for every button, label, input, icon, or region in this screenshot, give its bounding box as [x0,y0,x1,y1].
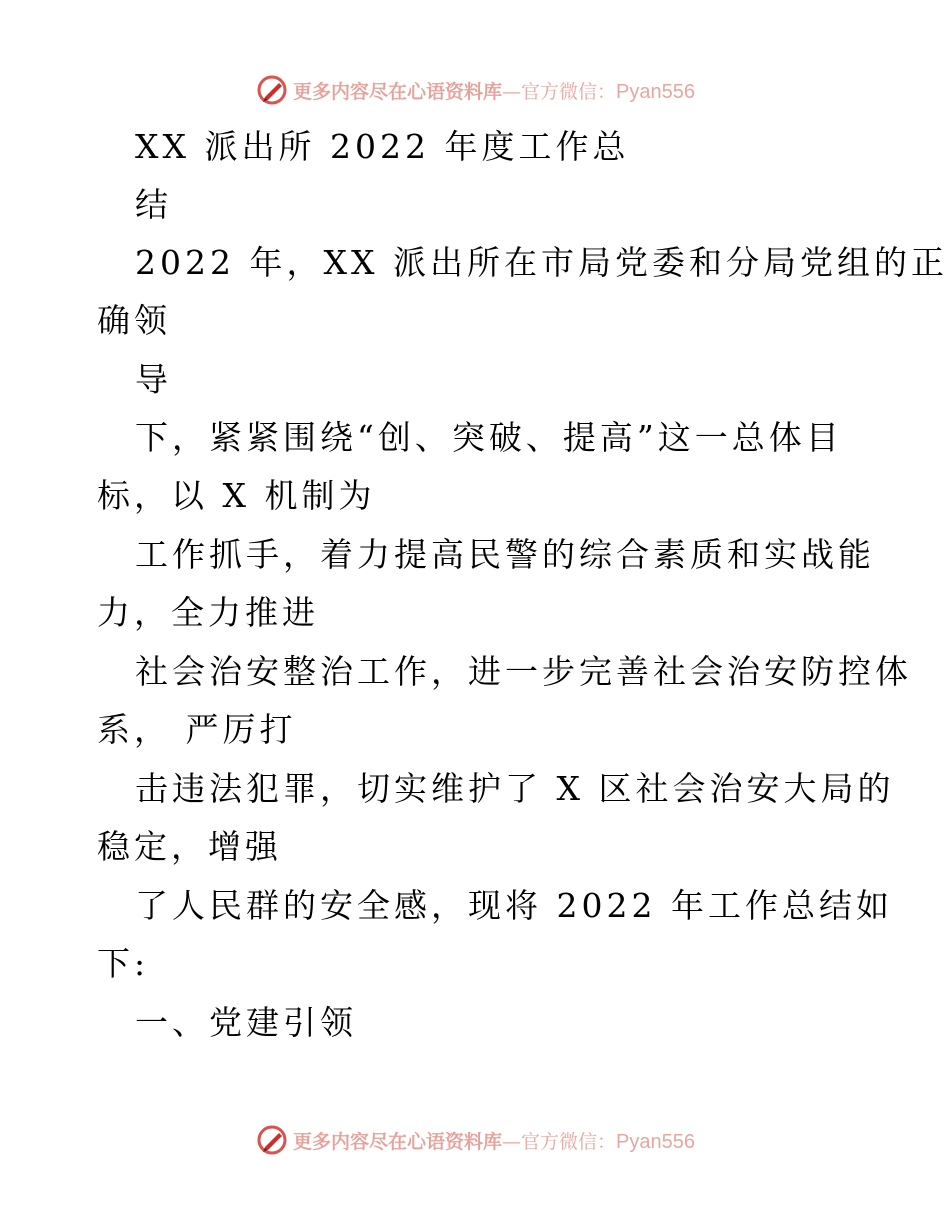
watermark-text [293,1127,695,1154]
doc-paragraph-line: 确领 [97,301,171,340]
doc-paragraph-line: 社会治安整治工作，进一步完善社会治安防控体 [135,652,912,691]
pen-logo-icon [255,73,289,107]
watermark-separator: — [502,1130,522,1153]
watermark-official: 官方微信： [521,80,617,103]
doc-paragraph-line: 击违法犯罪，切实维护了 X 区社会治安大局的 [135,769,895,808]
doc-paragraph-line: 了人民群的安全感，现将 2022 年工作总结如 [135,886,893,925]
doc-paragraph-line: 力，全力推进 [97,593,319,632]
pen-logo-icon [255,1123,289,1157]
doc-paragraph-line: 标，以 X 机制为 [97,476,376,515]
watermark-brand: 更多内容尽在心语资料库 [293,80,503,103]
doc-paragraph-line: 2022 年，XX 派出所在市局党委和分局党组的正 [135,243,948,282]
watermark-official: 官方微信： [521,1130,617,1153]
doc-paragraph-line: 导 [135,360,172,399]
doc-paragraph-line: 下，紧紧围绕“创、突破、提高”这一总体目 [135,418,843,457]
doc-paragraph-line: 下: [97,944,150,983]
doc-paragraph-line: 稳定，增强 [97,827,282,866]
footer-watermark [0,1120,950,1160]
doc-section-heading: 一、党建引领 [135,1003,357,1042]
watermark-text [293,77,695,104]
watermark-handle: Pyan556 [616,1130,695,1153]
watermark-brand: 更多内容尽在心语资料库 [293,1130,503,1153]
doc-paragraph-line: 系， 严厉打 [97,710,297,749]
doc-title-line-1: XX 派出所 2022 年度工作总 [135,127,630,166]
watermark-separator: — [502,80,522,103]
watermark-handle: Pyan556 [616,80,695,103]
doc-paragraph-line: 工作抓手，着力提高民警的综合素质和实战能 [135,535,875,574]
header-watermark [0,70,950,110]
doc-title-line-2: 结 [135,185,172,224]
